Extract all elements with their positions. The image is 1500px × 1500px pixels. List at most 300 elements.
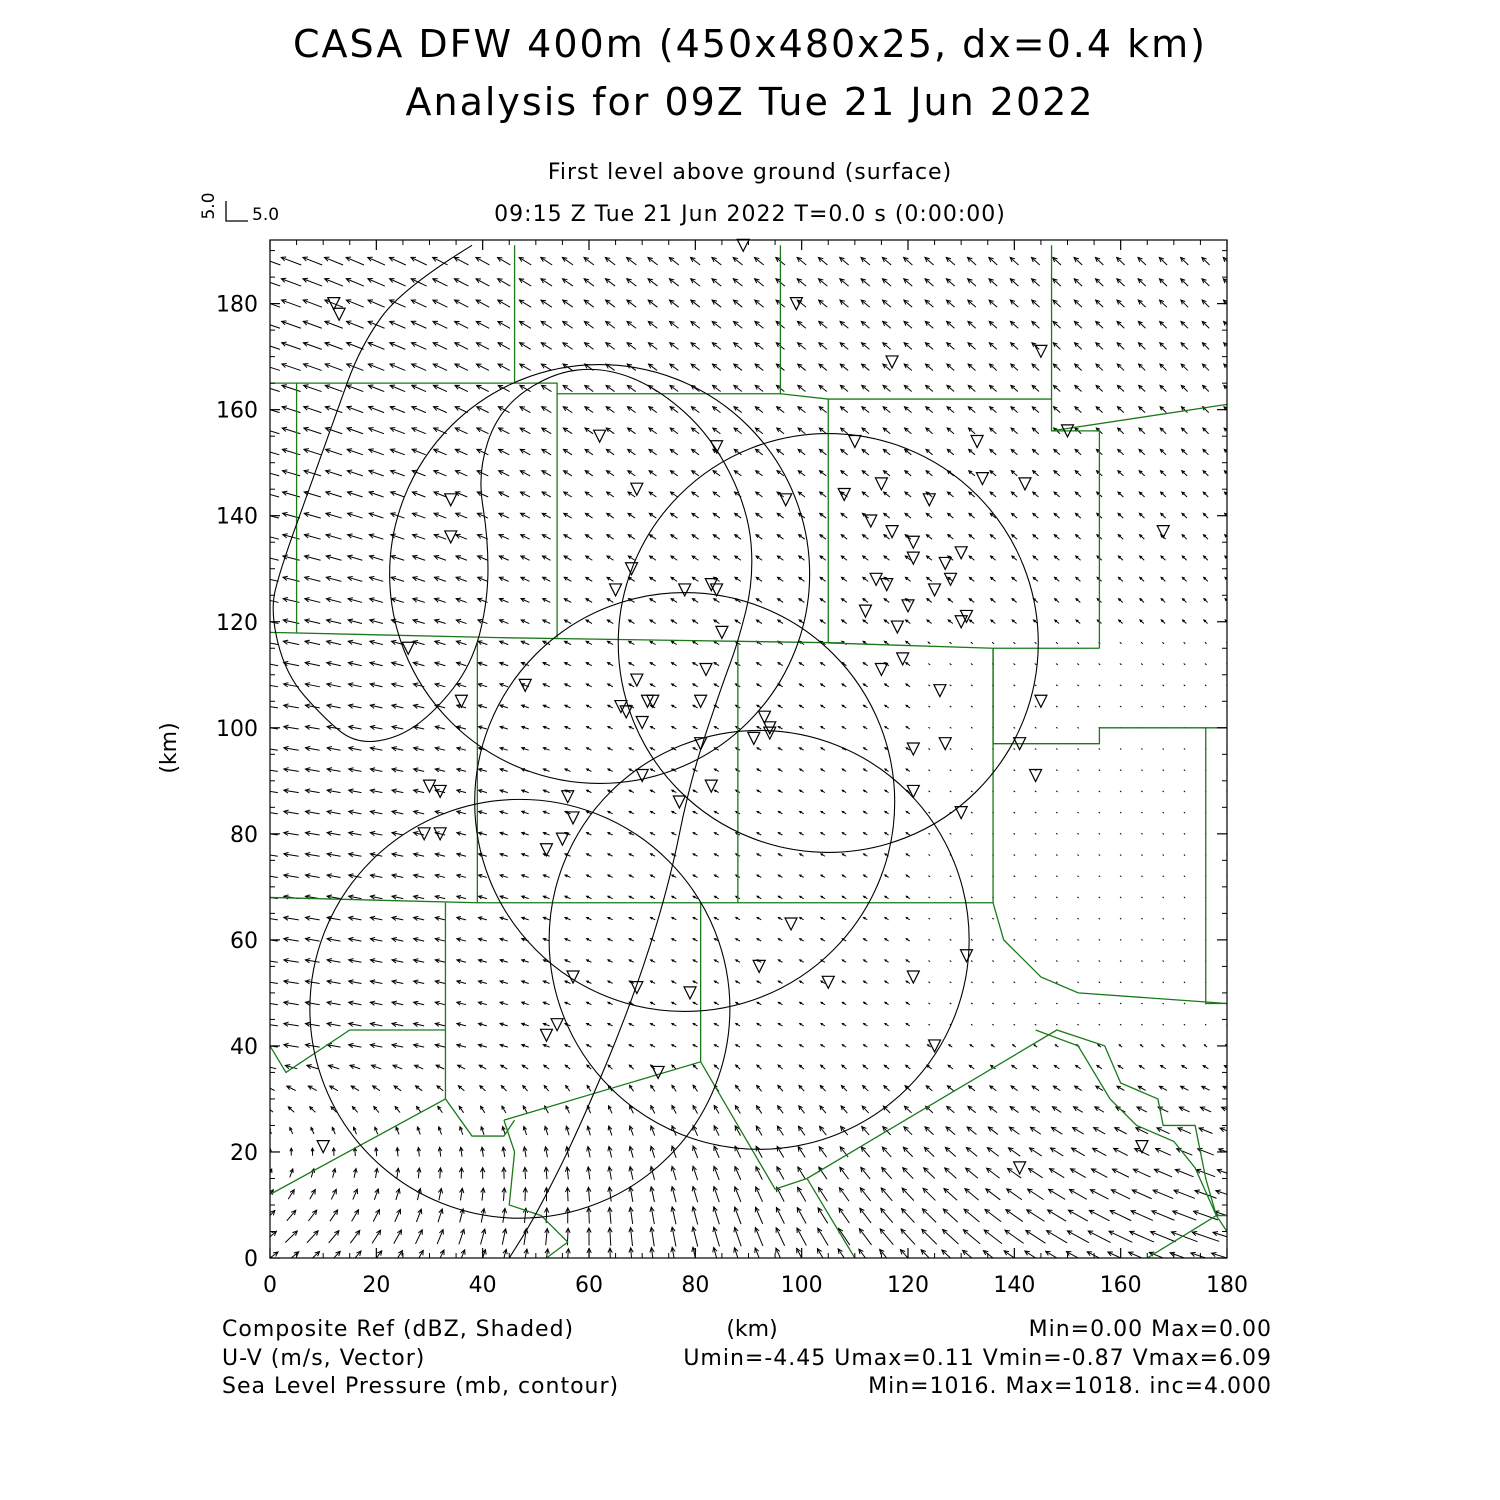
wind-vector (735, 535, 741, 540)
wind-vector (478, 768, 486, 771)
wind-vector (457, 768, 466, 772)
wind-vector (435, 768, 445, 772)
wind-vector (1054, 471, 1060, 476)
wind-vector (947, 385, 954, 391)
wind-vector (290, 1148, 293, 1155)
wind-vector (284, 937, 299, 941)
wind-vector (712, 364, 720, 370)
wind-vector (1202, 257, 1210, 265)
y-tick-label: 20 (230, 1140, 258, 1166)
wind-vector (1056, 897, 1057, 898)
wind-vector (521, 620, 529, 624)
wind-vector (926, 364, 934, 370)
wind-vector (651, 917, 656, 919)
wind-vector (563, 279, 573, 286)
wind-vector (864, 833, 868, 835)
wind-vector (349, 704, 362, 708)
wind-vector (477, 492, 488, 497)
wind-vector (672, 1002, 676, 1004)
wind-vector (672, 917, 676, 919)
wind-vector (477, 513, 488, 518)
wind-vector (587, 1167, 591, 1179)
wind-vector (692, 1186, 697, 1202)
wind-vector (413, 704, 424, 708)
wind-vector (284, 1043, 299, 1047)
wind-vector (672, 960, 676, 962)
wind-vector (1182, 577, 1186, 581)
wind-vector (414, 959, 425, 963)
wind-vector (798, 1126, 804, 1135)
wind-vector (481, 1188, 485, 1200)
wind-vector (1099, 706, 1100, 707)
wind-vector (671, 641, 676, 644)
wind-vector (777, 556, 783, 560)
wind-vector (821, 811, 825, 813)
wind-vector (565, 726, 571, 729)
analysis-time-title: Analysis for 09Z Tue 21 Jun 2022 (405, 80, 1095, 124)
wind-vector (304, 534, 320, 539)
wind-vector (987, 1168, 1000, 1178)
wind-vector (477, 428, 489, 434)
wind-vector (1011, 364, 1018, 370)
wind-vector (1204, 556, 1208, 560)
wind-vector (1076, 556, 1081, 560)
wind-vector (522, 1044, 529, 1047)
wind-vector (521, 577, 530, 581)
wind-vector (948, 492, 954, 497)
wind-vector (1028, 1189, 1044, 1199)
wind-vector (883, 449, 890, 454)
wind-vector (327, 789, 340, 793)
wind-vector (1053, 364, 1060, 370)
wind-vector (1056, 1003, 1057, 1004)
wind-vector (396, 1127, 399, 1134)
wind-vector (353, 1169, 357, 1178)
wind-vector (1077, 748, 1078, 749)
wind-vector (841, 577, 846, 581)
wind-vector (693, 705, 698, 708)
wind-vector (500, 938, 508, 941)
wind-vector (629, 1126, 633, 1136)
wind-vector (628, 556, 635, 560)
wind-vector (478, 662, 487, 666)
wind-vector (1099, 855, 1100, 856)
wind-vector (713, 492, 720, 497)
y-tick-label: 0 (244, 1247, 258, 1272)
wind-vector (522, 1065, 528, 1069)
wind-vector (840, 364, 848, 370)
wind-vector (352, 1210, 359, 1222)
wind-vector (691, 300, 700, 307)
wind-vector (457, 980, 466, 984)
wind-vector (412, 513, 425, 518)
wind-vector (332, 1148, 335, 1156)
wind-vector (863, 535, 869, 540)
wind-vector (438, 1147, 442, 1156)
wind-vector (928, 897, 930, 898)
wind-vector (1117, 257, 1125, 265)
wind-vector (368, 385, 384, 392)
wind-vector (1069, 1189, 1086, 1199)
wind-vector (392, 1022, 403, 1026)
wind-vector (778, 1065, 783, 1069)
wind-vector (522, 1023, 529, 1026)
wind-vector (1099, 876, 1100, 877)
wind-vector (756, 556, 762, 560)
station-marker-icon (594, 430, 606, 442)
wind-vector (799, 535, 805, 540)
wind-vector (417, 1189, 421, 1200)
x-axis (263, 240, 1248, 1298)
wind-vector (649, 513, 656, 518)
wind-vector (1141, 706, 1142, 707)
wind-vector (1053, 321, 1061, 328)
wind-vector (290, 1169, 293, 1177)
wind-vector (714, 981, 718, 983)
wind-vector (1182, 449, 1188, 454)
wind-vector (992, 1003, 993, 1004)
wind-vector (971, 855, 973, 856)
wind-vector (370, 937, 382, 941)
wind-vector (714, 875, 718, 877)
wind-vector (433, 279, 448, 286)
wind-vector (1099, 939, 1100, 940)
wind-vector (925, 279, 933, 286)
wind-vector (926, 428, 933, 434)
wind-vector (283, 512, 300, 518)
wind-vector (820, 492, 827, 497)
wind-vector (971, 876, 973, 877)
wind-vector (1118, 449, 1124, 454)
wind-vector (842, 811, 846, 813)
wind-vector (454, 300, 468, 307)
wind-vector (327, 959, 340, 963)
wind-vector (650, 641, 655, 644)
wind-vector (734, 407, 742, 413)
wind-vector (587, 981, 592, 983)
wind-vector (1115, 1128, 1127, 1134)
wind-vector (691, 257, 701, 265)
wind-vector (543, 981, 549, 984)
wind-vector (373, 1086, 380, 1091)
wind-vector (478, 811, 486, 814)
y-tick-label: 160 (216, 398, 258, 424)
wind-vector (541, 343, 551, 350)
wind-vector (459, 1168, 463, 1179)
wind-vector (349, 810, 362, 814)
wind-vector (608, 1146, 612, 1157)
wind-vector (434, 577, 445, 582)
wind-vector (370, 747, 382, 751)
wind-vector (670, 321, 679, 328)
wind-vector (608, 960, 613, 962)
wind-vector (608, 727, 613, 729)
wind-vector (1183, 1045, 1186, 1047)
wind-vector (1033, 471, 1039, 476)
wind-vector (756, 1146, 762, 1157)
wind-vector (304, 512, 321, 518)
wind-vector (693, 641, 698, 644)
wind-vector (371, 1065, 381, 1069)
wind-vector (987, 1148, 998, 1157)
wind-vector (477, 407, 489, 413)
wind-vector (1014, 1024, 1015, 1025)
wind-vector (544, 1147, 548, 1157)
wind-vector (671, 556, 677, 560)
wind-vector (628, 449, 636, 454)
wind-vector (1056, 833, 1057, 834)
wind-vector (305, 874, 319, 878)
wind-vector (480, 1086, 486, 1091)
wind-vector (565, 896, 571, 899)
wind-vector (778, 1085, 783, 1091)
wind-vector (842, 705, 846, 708)
wind-vector (1141, 1024, 1142, 1025)
wind-vector (586, 620, 592, 624)
wind-vector (565, 1045, 571, 1048)
wind-vector (565, 917, 571, 920)
station-marker-icon (886, 526, 898, 538)
station-marker-icon (402, 642, 414, 654)
wind-vector (755, 279, 764, 286)
wind-vector (928, 855, 930, 856)
wind-vector (842, 1045, 846, 1047)
wind-vector (950, 727, 952, 728)
wind-vector (969, 1065, 974, 1069)
wind-vector (414, 768, 425, 772)
wind-vector (885, 917, 889, 919)
wind-vector (457, 853, 466, 857)
wind-vector (864, 854, 868, 856)
wind-vector (778, 769, 782, 771)
wind-vector (778, 896, 782, 898)
wind-vector (821, 727, 825, 729)
wind-vector (370, 1001, 382, 1005)
wind-vector (584, 343, 593, 350)
wind-vector (326, 598, 341, 603)
wind-vector (1182, 492, 1187, 497)
wind-vector (281, 300, 301, 308)
wind-vector (672, 1045, 676, 1047)
wind-vector (821, 939, 825, 941)
wind-vector (693, 1002, 697, 1004)
station-marker-icon (907, 743, 919, 755)
station-marker-icon (907, 971, 919, 983)
wind-vector (757, 811, 761, 813)
wind-vector (629, 939, 634, 941)
wind-vector (1010, 257, 1018, 265)
wind-vector (412, 364, 427, 371)
wind-vector (332, 1169, 336, 1178)
wind-vector (521, 641, 529, 645)
wind-vector (798, 428, 805, 434)
wind-vector (778, 727, 782, 729)
wind-vector (455, 385, 468, 391)
station-marker-icon (631, 674, 643, 686)
wind-vector (757, 1024, 761, 1026)
wind-vector (522, 875, 529, 878)
wind-vector (820, 1086, 825, 1092)
wind-vector (1014, 812, 1015, 813)
wind-vector (670, 364, 678, 370)
wind-vector (714, 1002, 718, 1004)
wind-vector (1120, 855, 1121, 856)
wind-vector (1141, 961, 1142, 962)
wind-vector (1203, 1066, 1208, 1069)
wind-vector (650, 577, 656, 581)
x-tick-label: 20 (362, 1273, 391, 1298)
wind-vector (1014, 727, 1015, 728)
wind-vector (417, 1148, 420, 1157)
wind-vector (902, 1209, 915, 1223)
wind-vector (840, 300, 849, 307)
wind-vector (885, 684, 889, 687)
wind-vector (349, 725, 362, 729)
station-marker-icon (636, 716, 648, 728)
wind-vector (438, 1168, 442, 1178)
x-tick-label: 140 (993, 1273, 1036, 1298)
wind-vector (841, 513, 847, 518)
wind-vector (459, 1106, 463, 1113)
wind-vector (392, 895, 403, 899)
wind-vector (607, 599, 613, 603)
wind-vector (562, 257, 573, 265)
wind-vector (392, 789, 403, 793)
wind-vector (327, 831, 340, 835)
wind-vector (563, 300, 573, 307)
station-marker-icon (567, 812, 579, 824)
wind-vector (1030, 1127, 1040, 1134)
wind-vector (969, 535, 974, 540)
wind-vector (606, 343, 615, 350)
wind-vector (691, 279, 700, 286)
wind-vector (457, 917, 466, 921)
wind-vector (1163, 876, 1164, 877)
wind-vector (883, 364, 891, 370)
wind-vector (841, 449, 848, 454)
wind-vector (800, 960, 804, 962)
wind-vector (651, 727, 656, 729)
wind-vector (1054, 513, 1059, 518)
wind-vector (669, 300, 678, 307)
wind-vector (1205, 642, 1207, 644)
wind-vector (669, 279, 678, 286)
wind-vector (799, 556, 805, 560)
wind-vector (990, 471, 996, 476)
wind-vector (413, 662, 424, 666)
wind-vector (1011, 385, 1018, 391)
wind-vector (882, 257, 891, 265)
wind-vector (1054, 535, 1059, 540)
wind-vector (1049, 1189, 1066, 1199)
wind-vector (522, 726, 529, 729)
wind-vector (800, 1002, 804, 1004)
wind-vector (369, 470, 384, 476)
wind-vector (1184, 748, 1185, 749)
wind-vector (1120, 1024, 1121, 1025)
wind-vector (734, 1207, 741, 1224)
wind-vector (416, 1209, 421, 1222)
wind-vector (713, 1207, 719, 1224)
wind-vector (325, 364, 342, 371)
wind-vector (1008, 1148, 1020, 1156)
wind-vector (543, 1002, 549, 1005)
wind-vector (861, 1167, 870, 1179)
wind-vector (374, 1189, 378, 1200)
wind-vector (1141, 685, 1142, 686)
wind-vector (566, 1126, 569, 1135)
wind-vector (755, 321, 764, 328)
wind-vector (905, 471, 911, 476)
wind-vector (1114, 1148, 1128, 1155)
wind-vector (303, 321, 322, 328)
wind-vector (1203, 513, 1208, 518)
wind-vector (1099, 1024, 1100, 1025)
x-tick-label: 80 (681, 1273, 710, 1298)
wind-vector (1184, 706, 1185, 707)
wind-vector (906, 896, 910, 898)
wind-vector (307, 1065, 318, 1069)
wind-vector (736, 960, 740, 962)
wind-vector (672, 1106, 676, 1114)
county-line (1036, 1030, 1227, 1216)
wind-vector (500, 726, 508, 729)
wind-vector (375, 1127, 378, 1134)
wind-vector (819, 428, 826, 434)
wind-vector (884, 620, 889, 624)
wind-vector (629, 790, 634, 792)
wind-vector (310, 1107, 316, 1113)
wind-vector (841, 1086, 846, 1092)
wind-vector (906, 705, 910, 708)
wind-vector (714, 684, 719, 687)
wind-vector (608, 1126, 612, 1135)
wind-vector (542, 535, 550, 540)
wind-vector (414, 810, 425, 814)
x-axis-label: (km) (726, 1317, 778, 1342)
wind-vector (648, 321, 657, 328)
wind-vector (1073, 1127, 1084, 1134)
wind-vector (1099, 748, 1100, 749)
wind-vector (928, 727, 930, 728)
wind-vector (478, 896, 486, 899)
wind-vector (1160, 385, 1166, 391)
wind-vector (346, 278, 364, 286)
wind-vector (735, 1166, 741, 1179)
field3-label: Sea Level Pressure (mb, contour) (222, 1374, 620, 1399)
wind-vector (970, 620, 975, 624)
wind-vector (305, 958, 319, 962)
wind-vector (1099, 663, 1101, 664)
wind-vector (883, 407, 890, 413)
wind-vector (478, 1044, 486, 1047)
wind-vector (1182, 556, 1186, 560)
wind-vector (284, 725, 299, 729)
wind-vector (281, 278, 301, 286)
wind-vector (946, 257, 955, 265)
wind-vector (1152, 1211, 1175, 1221)
wind-vector (543, 896, 549, 899)
wind-vector (542, 449, 551, 454)
wind-vector (412, 406, 426, 412)
wind-vector (821, 705, 825, 708)
wind-vector (1120, 770, 1121, 771)
wind-vector (965, 1189, 979, 1200)
station-marker-icon (875, 478, 887, 490)
wind-vector (736, 939, 740, 941)
station-marker-icon (822, 976, 834, 988)
wind-vector (950, 961, 952, 962)
